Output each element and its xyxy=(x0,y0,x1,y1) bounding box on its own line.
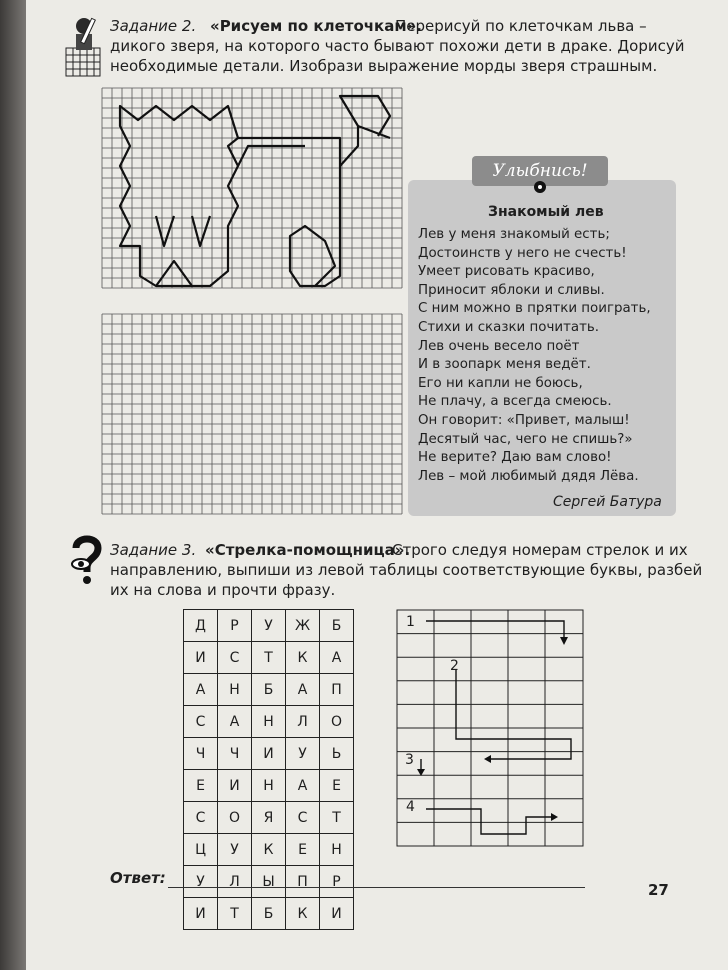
task3-title: «Стрелка-помощница». xyxy=(205,541,411,559)
letter-cell: У xyxy=(218,834,252,866)
letter-cell: И xyxy=(184,642,218,674)
poem-line: Стихи и сказки почитать. xyxy=(418,320,600,335)
letter-cell: С xyxy=(286,802,320,834)
arrowhead-1 xyxy=(560,637,568,645)
letter-cell: Б xyxy=(252,674,286,706)
letter-cell: Ч xyxy=(184,738,218,770)
lion-drawing xyxy=(120,96,390,286)
poem-line: Лев у меня знакомый есть; xyxy=(418,227,610,242)
letter-table xyxy=(183,609,354,930)
letter-cell: Е xyxy=(184,770,218,802)
letter-cell: А xyxy=(320,642,354,674)
letter-cell: Б xyxy=(320,610,354,642)
letter-cell: Н xyxy=(252,706,286,738)
poem-line: Приносит яблоки и сливы. xyxy=(418,282,605,298)
letter-cell: П xyxy=(286,866,320,898)
poem-title: Знакомый лев xyxy=(488,204,604,220)
letter-cell: Ц xyxy=(184,834,218,866)
letter-cell: И xyxy=(252,738,286,770)
letter-cell: Р xyxy=(320,866,354,898)
poem-line: Не верите? Даю вам слово! xyxy=(418,450,612,466)
letter-cell: Т xyxy=(320,802,354,834)
letter-cell: Т xyxy=(252,642,286,674)
letter-row xyxy=(184,642,354,674)
letter-cell: О xyxy=(320,706,354,738)
answer-field[interactable] xyxy=(168,887,585,888)
letter-cell: К xyxy=(286,898,320,930)
letter-row xyxy=(184,802,354,834)
poem-line: Достоинств у него не счесть! xyxy=(418,245,627,261)
letter-cell: Л xyxy=(218,866,252,898)
letter-cell: С xyxy=(184,802,218,834)
poem-line: Не плачу, а всегда смеюсь. xyxy=(418,394,612,410)
letter-cell: А xyxy=(286,674,320,706)
arrow-path-2 xyxy=(456,669,571,759)
letter-cell: Я xyxy=(252,802,286,834)
arrow-number-1: 1 xyxy=(406,614,415,630)
lion-sample-grid xyxy=(100,86,405,292)
letter-cell: П xyxy=(320,674,354,706)
poem-line: Его ни капли не боюсь, xyxy=(418,375,583,391)
empty-drawing-grid[interactable] xyxy=(100,312,405,518)
arrow-path-4 xyxy=(426,809,551,834)
poem-line: Лев очень весело поёт xyxy=(418,338,580,354)
letter-cell: Б xyxy=(252,898,286,930)
task2-label: Задание 2. xyxy=(110,17,197,35)
letter-cell: Т xyxy=(218,898,252,930)
letter-row xyxy=(184,898,354,930)
task2-title: «Рисуем по клеточкам». xyxy=(210,17,422,35)
letter-row xyxy=(184,706,354,738)
letter-cell: А xyxy=(286,770,320,802)
page-number: 27 xyxy=(648,881,669,899)
arrow-number-3: 3 xyxy=(405,752,414,768)
task3-text-line1: Строго следуя номерам стрелок и их xyxy=(392,541,688,559)
letter-cell: С xyxy=(218,642,252,674)
task2-text-line2: дикого зверя, на которого часто бывают похожи дети в драке. Дорисуй xyxy=(110,37,685,55)
letter-cell: Н xyxy=(320,834,354,866)
task2-text-line3: необходимые детали. Изобрази выражение морды зверя страшным. xyxy=(110,57,658,75)
arrow-number-4: 4 xyxy=(406,799,415,815)
letter-cell: У xyxy=(286,738,320,770)
letter-cell: Е xyxy=(286,834,320,866)
task3-text-line2: направлению, выпиши из левой таблицы соответствующие буквы, разбей xyxy=(110,561,703,579)
poem-line: Лев – мой любимый дядя Лёва. xyxy=(418,468,639,484)
letter-cell: К xyxy=(286,642,320,674)
letter-row xyxy=(184,674,354,706)
poem-line: Десятый час, чего не спишь?» xyxy=(418,431,633,447)
task3-text-line3: их на слова и прочти фразу. xyxy=(110,581,336,599)
arrow-grid xyxy=(396,609,586,849)
letter-row xyxy=(184,610,354,642)
letter-cell: Р xyxy=(218,610,252,642)
letter-row xyxy=(184,834,354,866)
letter-cell: У xyxy=(184,866,218,898)
arrowhead-4 xyxy=(551,813,558,821)
letter-cell: Ы xyxy=(252,866,286,898)
letter-cell: Д xyxy=(184,610,218,642)
letter-cell: Л xyxy=(286,706,320,738)
poem-line: Умеет рисовать красиво, xyxy=(418,264,595,280)
letter-cell: О xyxy=(218,802,252,834)
poem-line: Он говорит: «Привет, малыш! xyxy=(418,413,630,428)
letter-cell: Н xyxy=(218,674,252,706)
letter-cell: И xyxy=(184,898,218,930)
letter-cell: Н xyxy=(252,770,286,802)
letter-cell: С xyxy=(184,706,218,738)
book-spine xyxy=(0,0,26,970)
poem-author: Сергей Батура xyxy=(553,494,662,510)
letter-cell: У xyxy=(252,610,286,642)
letter-cell: И xyxy=(218,770,252,802)
poem-line: С ним можно в прятки поиграть, xyxy=(418,301,651,317)
arrow-path-1 xyxy=(426,621,564,639)
poem-line: И в зоопарк меня ведёт. xyxy=(418,357,591,373)
letter-cell: Ч xyxy=(218,738,252,770)
letter-cell: А xyxy=(218,706,252,738)
girl-drawing-icon xyxy=(64,14,104,78)
letter-cell: Е xyxy=(320,770,354,802)
task3-label: Задание 3. xyxy=(110,541,197,559)
letter-cell: И xyxy=(320,898,354,930)
letter-row xyxy=(184,866,354,898)
task2-text-line1: Перерисуй по клеточкам льва – xyxy=(395,17,647,35)
question-eye-icon xyxy=(70,534,104,586)
letter-row xyxy=(184,770,354,802)
answer-label: Ответ: xyxy=(110,869,166,887)
arrow-number-2: 2 xyxy=(450,658,459,674)
circle-bullet-icon xyxy=(533,180,547,194)
letter-cell: А xyxy=(184,674,218,706)
letter-cell: К xyxy=(252,834,286,866)
letter-row xyxy=(184,738,354,770)
letter-cell: Ж xyxy=(286,610,320,642)
arrowhead-2 xyxy=(484,755,491,763)
letter-cell: Ь xyxy=(320,738,354,770)
smile-tab: Улыбнись! xyxy=(472,156,608,186)
